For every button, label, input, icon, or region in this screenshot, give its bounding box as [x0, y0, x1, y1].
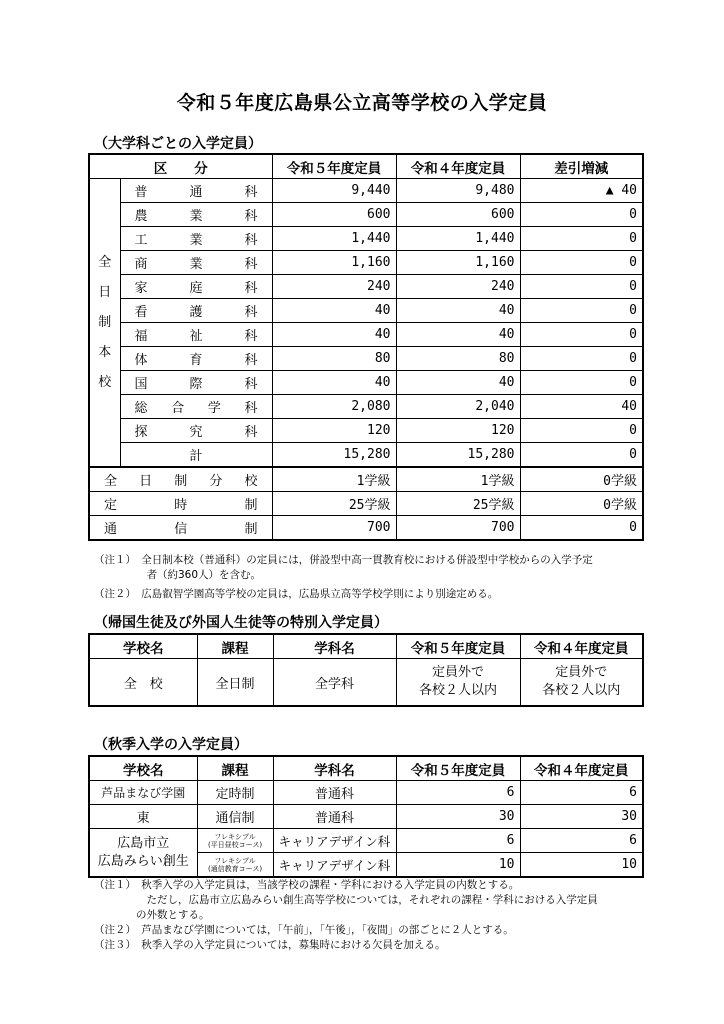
r4-value: 30 — [520, 805, 643, 829]
header-school: 学校名 — [89, 634, 197, 659]
page-title: 令和５年度広島県公立高等学校の入学定員 — [176, 92, 548, 114]
table-row — [89, 347, 643, 371]
dept-name: 総 合 学 科 — [120, 395, 272, 419]
r5-value: 240 — [272, 275, 396, 299]
dept-name: 体 育 科 — [120, 347, 272, 371]
dept-cell: 普通科 — [273, 781, 396, 805]
diff-value: 0 — [520, 251, 643, 275]
dept-cell: 全学科 — [273, 659, 396, 707]
note-line: 者（約360人）を含む。 — [94, 569, 262, 581]
r5-total: 15,280 — [272, 443, 396, 468]
header-kubun: 区 分 — [89, 154, 272, 179]
r5-value: 80 — [272, 347, 396, 371]
table-row — [89, 492, 643, 516]
diff-value: 0 — [520, 275, 643, 299]
dept-name: 商 業 科 — [120, 251, 272, 275]
diff-value: 0学級 — [520, 492, 643, 516]
r4-value: 40 — [396, 323, 520, 347]
r5-value: 30 — [396, 805, 520, 829]
header-school: 学校名 — [89, 756, 197, 781]
table-row — [89, 467, 643, 492]
r5-value: 120 — [272, 419, 396, 443]
table-row — [89, 516, 643, 541]
header-diff: 差引増減 — [520, 154, 643, 179]
autumn-quota-table — [88, 755, 644, 878]
dept-cell: キャリアデザイン科 — [273, 829, 396, 853]
table-row — [89, 419, 643, 443]
table-row — [89, 179, 643, 203]
r4-value: 1,160 — [396, 251, 520, 275]
department-quota-table — [88, 153, 644, 541]
dept-name: 家 庭 科 — [120, 275, 272, 299]
note-line: （注１） 全日制本校（普通科）の定員には，併設型中高一貫教育校における併設型中学校からの入学予定 — [94, 554, 593, 566]
notes-section1 — [94, 553, 654, 602]
diff-value: 0 — [520, 419, 643, 443]
r4-value: 1,440 — [396, 227, 520, 251]
r4-value: 40 — [396, 371, 520, 395]
dept-name: 福 祉 科 — [120, 323, 272, 347]
dept-name: 農 業 科 — [120, 203, 272, 227]
table-row — [89, 829, 643, 853]
table-row — [89, 805, 643, 829]
header-r4: 令和４年度定員 — [396, 154, 520, 179]
note-line: （注３） 秋季入学の入学定員については，募集時における欠員を加える。 — [94, 939, 446, 951]
r4-value: 6 — [520, 781, 643, 805]
r5-value: 25学級 — [272, 492, 396, 516]
school-cell-hiroshima: 広島市立 広島みらい創生 — [89, 829, 197, 878]
header-r5: 令和５年度定員 — [396, 634, 520, 659]
table-row — [89, 275, 643, 299]
school-cell: 東 — [89, 805, 197, 829]
course-cell: 全日制 — [197, 659, 273, 707]
dept-cell: キャリアデザイン科 — [273, 853, 396, 878]
branch-school-label: 全 日 制 分 校 — [89, 467, 272, 492]
r5-value: 6 — [396, 829, 520, 853]
returnee-quota-table — [88, 633, 644, 707]
r4-value: 6 — [520, 829, 643, 853]
course-cell: 通信制 — [197, 805, 273, 829]
table-row — [89, 395, 643, 419]
diff-value: ▲ 40 — [520, 179, 643, 203]
table-row — [89, 323, 643, 347]
r5-value: 1,440 — [272, 227, 396, 251]
diff-value: 0 — [520, 371, 643, 395]
table-row — [89, 781, 643, 805]
r4-value: 80 — [396, 347, 520, 371]
section-heading-returnee: （帰国生徒及び外国人生徒等の特別入学定員） — [94, 615, 388, 631]
r4-total: 15,280 — [396, 443, 520, 468]
header-r4: 令和４年度定員 — [520, 634, 643, 659]
note-line: の外数とする。 — [94, 909, 210, 921]
r4-value: 10 — [520, 853, 643, 878]
r5-value: 40 — [272, 323, 396, 347]
school-cell: 全 校 — [89, 659, 197, 707]
r5-cell: 定員外で 各校２人以内 — [396, 659, 520, 707]
table-row — [89, 251, 643, 275]
r5-value: 2,080 — [272, 395, 396, 419]
course-cell-flexible-correspondence: フレキシブル (通信教育コース) — [197, 853, 273, 878]
r4-value: 40 — [396, 299, 520, 323]
r4-value: 600 — [396, 203, 520, 227]
r5-value: 1学級 — [272, 467, 396, 492]
r4-value: 25学級 — [396, 492, 520, 516]
diff-value: 0学級 — [520, 467, 643, 492]
table-header-row — [89, 634, 643, 659]
section-heading-departments: （大学科ごとの入学定員） — [94, 136, 262, 152]
diff-value: 0 — [520, 299, 643, 323]
table-header-row — [89, 756, 643, 781]
r4-value: 700 — [396, 516, 520, 541]
note-line: ただし，広島市立広島みらい創生高等学校については，それぞれの課程・学科における入学定員 — [94, 894, 598, 906]
total-row — [89, 443, 643, 468]
header-r4: 令和４年度定員 — [520, 756, 643, 781]
diff-value: 0 — [520, 516, 643, 541]
table-row — [89, 299, 643, 323]
notes-section3 — [94, 878, 654, 953]
school-cell: 芦品まなび学園 — [89, 781, 197, 805]
r5-value: 10 — [396, 853, 520, 878]
table-row — [89, 227, 643, 251]
course-cell-flexible-day: フレキシブル (平日昼校コース) — [197, 829, 273, 853]
r4-value: 240 — [396, 275, 520, 299]
header-r5: 令和５年度定員 — [272, 154, 396, 179]
table-row — [89, 203, 643, 227]
r5-value: 6 — [396, 781, 520, 805]
r5-value: 700 — [272, 516, 396, 541]
dept-name: 探 究 科 — [120, 419, 272, 443]
correspondence-label: 通 信 制 — [89, 516, 272, 541]
part-time-label: 定 時 制 — [89, 492, 272, 516]
total-label: 計 — [120, 443, 272, 468]
header-dept: 学科名 — [273, 634, 396, 659]
header-course: 課程 — [197, 756, 273, 781]
r4-value: 2,040 — [396, 395, 520, 419]
header-dept: 学科名 — [273, 756, 396, 781]
note-line: （注２） 広島叡智学園高等学校の定員は，広島県立高等学校学則により別途定める。 — [94, 588, 499, 600]
r5-value: 9,440 — [272, 179, 396, 203]
dept-name: 工 業 科 — [120, 227, 272, 251]
dept-name: 普 通 科 — [120, 179, 272, 203]
r4-value: 1学級 — [396, 467, 520, 492]
dept-name: 看 護 科 — [120, 299, 272, 323]
diff-value: 0 — [520, 227, 643, 251]
diff-value: 0 — [520, 347, 643, 371]
r5-value: 600 — [272, 203, 396, 227]
r5-value: 40 — [272, 371, 396, 395]
diff-value: 40 — [520, 395, 643, 419]
table-header-row — [89, 154, 643, 179]
course-cell: 定時制 — [197, 781, 273, 805]
r5-value: 1,160 — [272, 251, 396, 275]
note-line: （注２） 芦品まなび学園については，「午前」，「午後」，「夜間」の部ごとに２人とする。 — [94, 924, 514, 936]
r4-value: 120 — [396, 419, 520, 443]
group-label-fulltime-main: 全 日 制 本 校 — [89, 179, 120, 468]
header-course: 課程 — [197, 634, 273, 659]
note-line: （注１） 秋季入学の入学定員は，当該学校の課程・学科における入学定員の内数とする。 — [94, 879, 520, 891]
dept-cell: 普通科 — [273, 805, 396, 829]
section-heading-autumn: （秋季入学の入学定員） — [94, 737, 248, 753]
table-row — [89, 371, 643, 395]
diff-total: 0 — [520, 443, 643, 468]
r5-value: 40 — [272, 299, 396, 323]
diff-value: 0 — [520, 323, 643, 347]
r4-cell: 定員外で 各校２人以内 — [520, 659, 643, 707]
diff-value: 0 — [520, 203, 643, 227]
r4-value: 9,480 — [396, 179, 520, 203]
dept-name: 国 際 科 — [120, 371, 272, 395]
table-row — [89, 659, 643, 707]
header-r5: 令和５年度定員 — [396, 756, 520, 781]
